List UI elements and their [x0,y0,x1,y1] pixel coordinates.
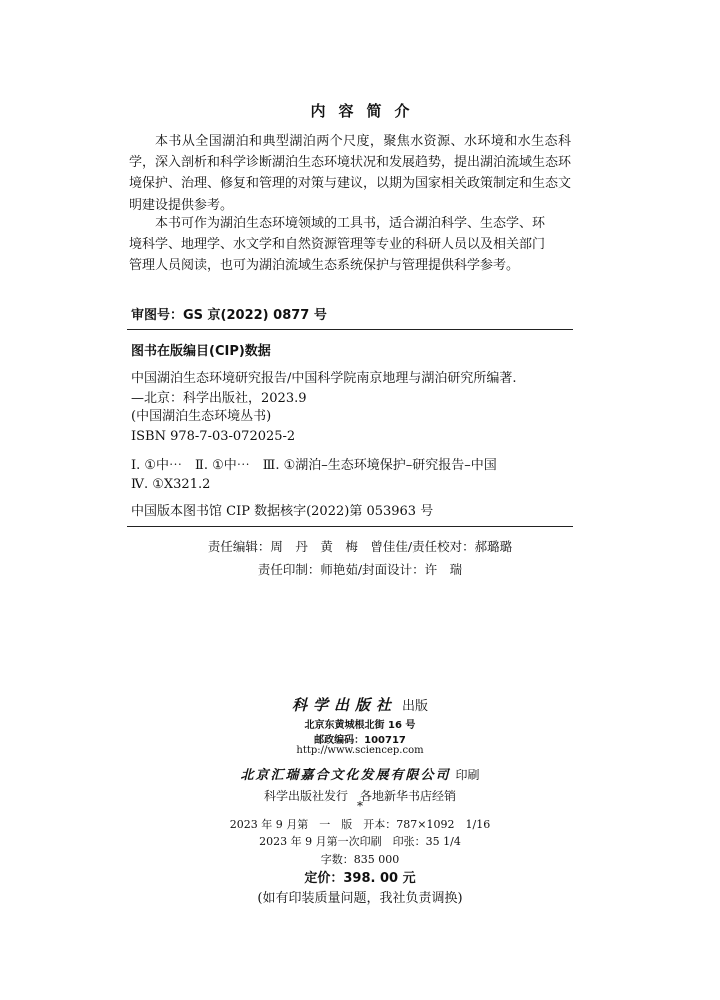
publisher-line [0,694,720,715]
printer-name: 北京汇瑞嘉合文化发展有限公司 [240,768,451,783]
edition-line-2: 2023 年 9 月第一次印刷 印张：35 1/4 [259,835,461,848]
publisher-postcode: 邮政编码：100717 [314,735,406,746]
intro-title: 内容简介 [310,102,423,120]
editors-line-2: 责任印制：师艳茹/封面设计：许 瑞 [257,562,463,577]
cip-classification-2: Ⅳ. ①X321.2 [131,477,211,492]
divider-bottom [127,526,573,527]
publisher-address: 北京东黄城根北街 16 号 [304,720,416,731]
word-count: 字数：835 000 [320,853,400,866]
intro-paragraph-2-line: 管理人员阅读，也可为湖泊流域生态系统保护与管理提供科学参考。 [129,258,520,274]
intro-paragraph-1: 本书从全国湖泊和典型湖泊两个尺度，聚焦水资源、水环境和水生态科学，深入剖析和科学诊断湖泊生态环境状况和发展趋势，提出湖泊流域生态环境保护、治理、修复和管理的对策与建议，以期为国家相关政策制定和生态文明建设提供参考。 [129,134,572,213]
cip-line: (中国湖泊生态环境丛书) [131,409,272,424]
cip-classification-1: Ⅰ. ①中⋯ Ⅱ. ①中⋯ Ⅲ. ①湖泊–生态环境保护–研究报告–中国 [131,458,497,473]
publisher-url: http://www.sciencep.com [296,745,424,756]
distribution-line: 科学出版社发行 各地新华书店经销 [263,789,456,803]
intro-paragraph-2 [129,213,571,277]
review-number: 审图号：GS 京(2022) 0877 号 [131,308,327,323]
cip-verify-number: 中国版本图书馆 CIP 数据核字(2022)第 053963 号 [131,504,434,519]
cip-line: 中国湖泊生态环境研究报告/中国科学院南京地理与湖泊研究所编著. [131,371,517,386]
printer-suffix: 印刷 [455,768,480,782]
divider-top [127,329,573,330]
cip-line: —北京：科学出版社，2023.9 [131,391,307,406]
cip-line: ISBN 978-7-03-072025-2 [131,429,296,444]
printer-line [0,764,720,783]
publisher-name: 科学出版社 [291,696,397,714]
edition-line-1: 2023 年 9 月第 一 版 开本：787×1092 1/16 [229,818,491,831]
price: 定价：398. 00 元 [304,871,416,886]
quality-notice: (如有印装质量问题，我社负责调换) [257,891,463,906]
intro-paragraph-2-line: 境科学、地理学、水文学和自然资源管理等专业的科研人员以及相关部门 [129,237,546,253]
editors-line-1: 责任编辑：周 丹 黄 梅 曾佳佳/责任校对：郝璐璐 [207,539,513,554]
intro-paragraph-2-line: 本书可作为湖泊生态环境领域的工具书，适合湖泊科学、生态学、环 [155,216,546,231]
cip-heading: 图书在版编目(CIP)数据 [131,344,271,359]
separator-star: * [357,799,363,813]
publisher-suffix: 出版 [402,699,429,714]
